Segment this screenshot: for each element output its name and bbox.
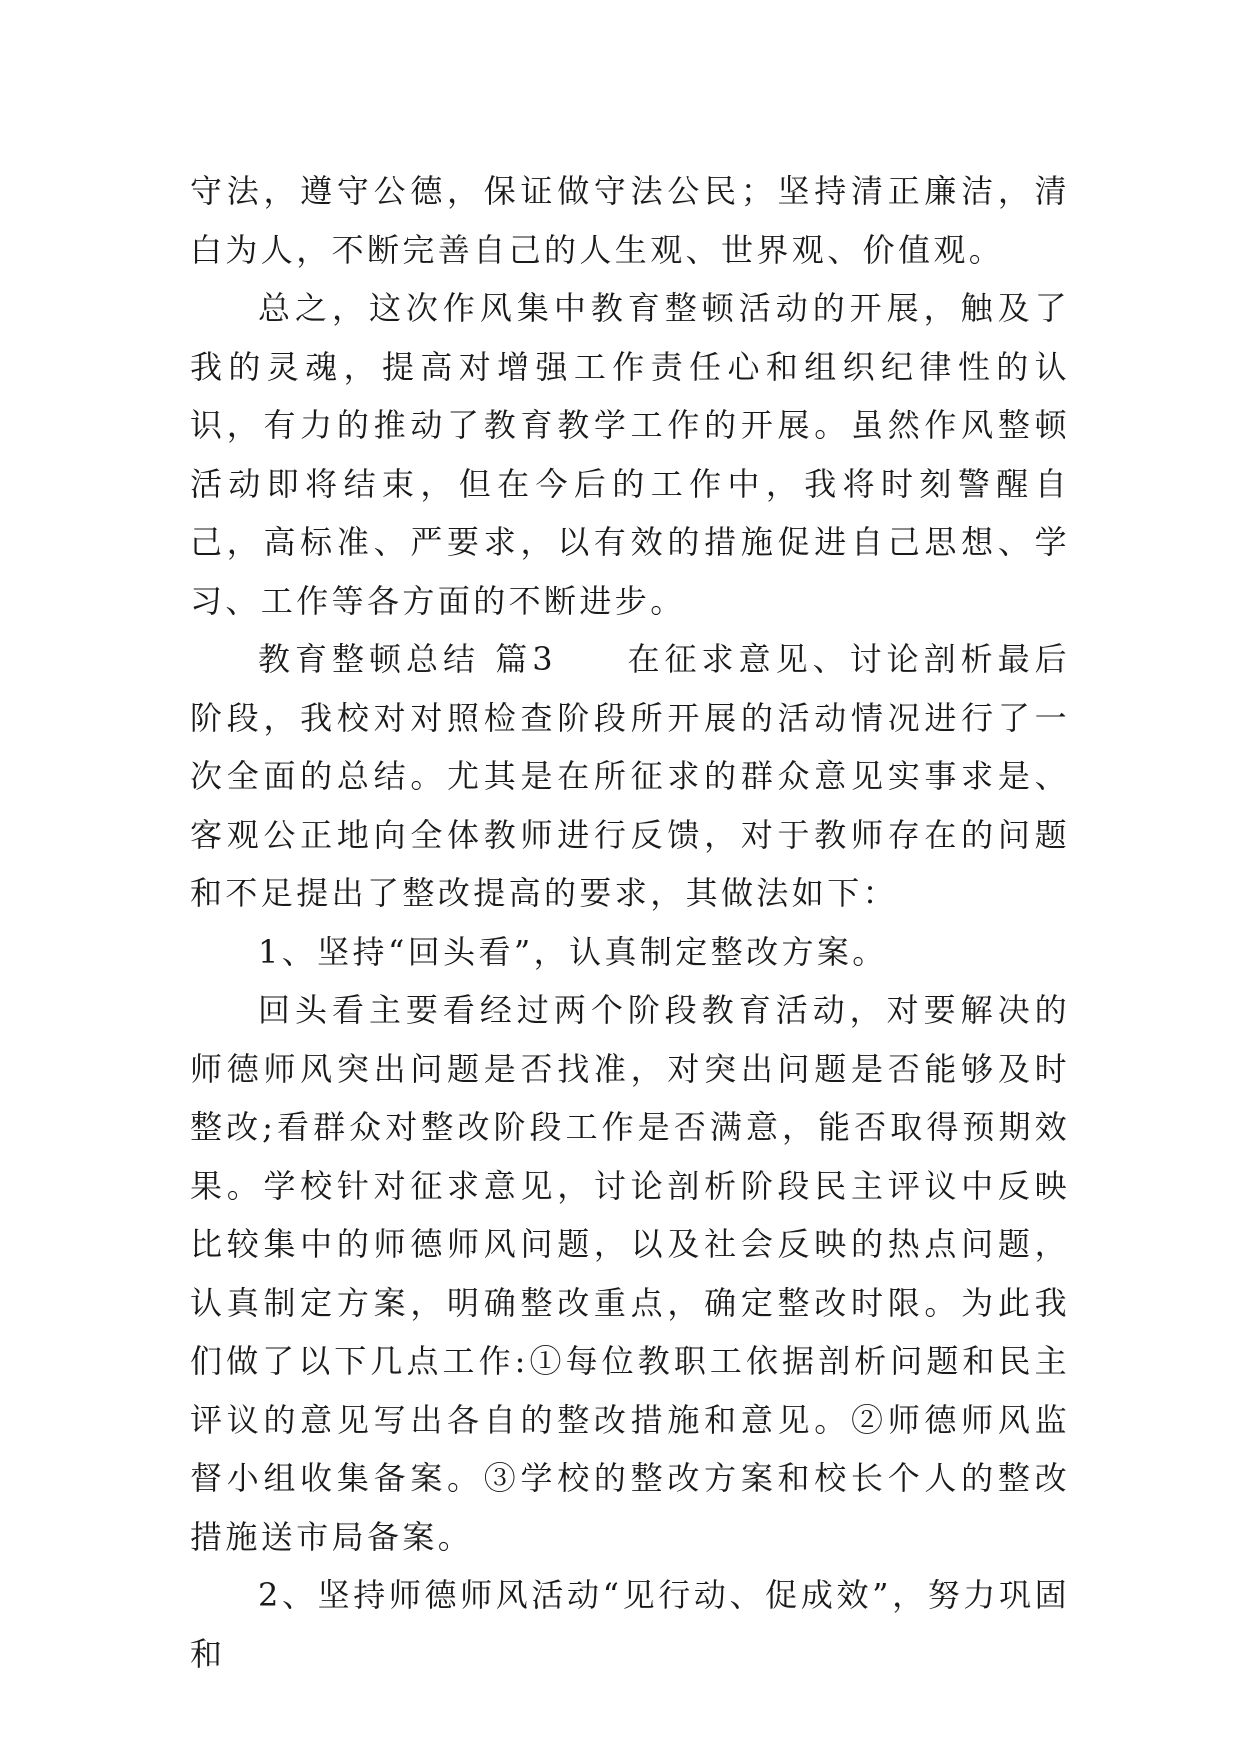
document-body (190, 162, 1070, 1683)
paragraph-3-text: 在征求意见、讨论剖析最后阶段，我校对对照检查阶段所开展的活动情况进行了一次全面的总结。尤其是在所征求的群众意见实事求是、客观公正地向全体教师进行反馈，对于教师存在的问题和不足提出了整改提高的要求，其做法如下： (190, 640, 1070, 912)
paragraph-4: 1、坚持“回头看”，认真制定整改方案。 (258, 932, 888, 971)
paragraph-1: 守法，遵守公德，保证做守法公民；坚持清正廉洁，清白为人，不断完善自己的人生观、世界观、价值观。 (190, 172, 1070, 269)
paragraph-5: 回头看主要看经过两个阶段教育活动，对要解决的师德师风突出问题是否找准，对突出问题是否能够及时整改;看群众对整改阶段工作是否满意，能否取得预期效果。学校针对征求意见，讨论剖析阶段民主评议中反映比较集中的师德师风问题，以及社会反映的热点问题，认真制定方案，明确整改重点，确定整改时限。为此我们做了以下几点工作:①每位教职工依据剖析问题和民主评议的意见写出各自的整改措施和意见。②师德师风监督小组收集备案。③学校的整改方案和校长个人的整改措施送市局备案。 (190, 991, 1070, 1556)
paragraph-3 (190, 630, 1070, 923)
paragraph-6: 2、坚持师德师风活动“见行动、促成效”，努力巩固和 (190, 1576, 1070, 1673)
section-heading: 教育整顿总结 篇3 (258, 640, 556, 678)
paragraph-2: 总之，这次作风集中教育整顿活动的开展，触及了我的灵魂，提高对增强工作责任心和组织纪律性的认识，有力的推动了教育教学工作的开展。虽然作风整顿活动即将结束，但在今后的工作中，我将时刻警醒自己，高标准、严要求，以有效的措施促进自己思想、学习、工作等各方面的不断进步。 (190, 289, 1070, 620)
